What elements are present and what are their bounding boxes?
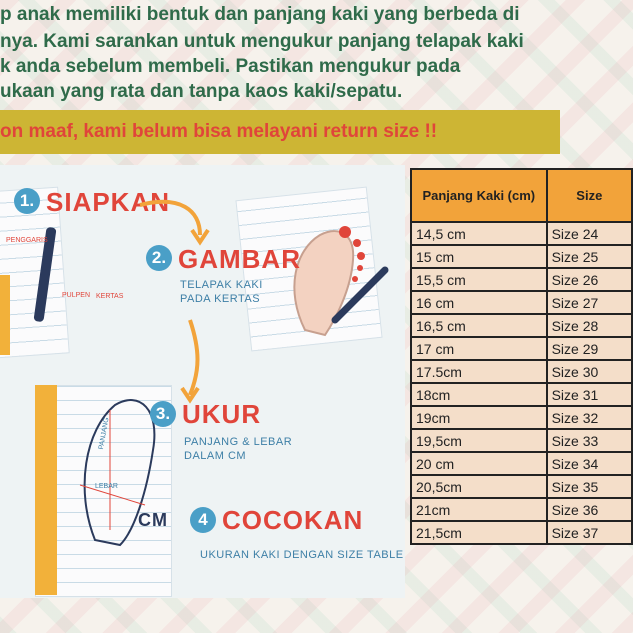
step-2-sub-2: PADA KERTAS — [180, 293, 261, 305]
step-3-sub-2: DALAM CM — [184, 450, 247, 462]
step-3-title: UKUR — [182, 399, 262, 429]
return-notice-banner — [0, 110, 560, 154]
size-cell: Size 37 — [547, 521, 632, 544]
table-header-row — [411, 169, 632, 222]
step-2-number: 2. — [146, 245, 172, 271]
size-cell: Size 28 — [547, 314, 632, 337]
table-row — [411, 383, 632, 406]
step-2-title: GAMBAR — [178, 244, 301, 274]
table-row — [411, 337, 632, 360]
bottom-pattern — [0, 598, 633, 633]
table-row — [411, 268, 632, 291]
step-4-sub-1: UKURAN KAKI DENGAN SIZE TABLE — [200, 549, 404, 561]
size-cell: Size 31 — [547, 383, 632, 406]
foot-length-cell: 18cm — [411, 383, 547, 406]
size-cell: Size 25 — [547, 245, 632, 268]
label-lebar: LEBAR — [95, 483, 118, 490]
table-row — [411, 521, 632, 544]
size-cell: Size 32 — [547, 406, 632, 429]
label-kertas: KERTAS — [96, 293, 124, 300]
label-panjang: PANJANG — [98, 416, 111, 451]
table-row — [411, 245, 632, 268]
intro-line-1: p anak memiliki bentuk dan panjang kaki yang berbeda di — [0, 4, 520, 25]
arrow-icon — [130, 190, 230, 550]
size-cell: Size 27 — [547, 291, 632, 314]
table-row — [411, 452, 632, 475]
step-1-number: 1. — [14, 188, 40, 214]
table-header-size: Size — [547, 169, 632, 222]
table-row — [411, 429, 632, 452]
table-row — [411, 222, 632, 245]
foot-length-cell: 15 cm — [411, 245, 547, 268]
step-1-title: SIAPKAN — [46, 187, 171, 217]
intro-line-4: ukaan yang rata dan tanpa kaos kaki/sepatu. — [0, 81, 403, 102]
intro-line-2: nya. Kami sarankan untuk mengukur panjang telapak kaki — [0, 31, 524, 52]
table-row — [411, 406, 632, 429]
foot-length-cell: 17.5cm — [411, 360, 547, 383]
foot-drawing-icon — [265, 210, 395, 340]
step-3-sub-1: PANJANG & LEBAR — [184, 436, 293, 448]
size-cell: Size 29 — [547, 337, 632, 360]
step-4-number: 4 — [190, 507, 216, 533]
intro-line-3: k anda sebelum membeli. Pastikan mengukur pada — [0, 56, 461, 77]
size-cell: Size 26 — [547, 268, 632, 291]
size-cell: Size 34 — [547, 452, 632, 475]
foot-length-cell: 17 cm — [411, 337, 547, 360]
size-cell: Size 35 — [547, 475, 632, 498]
table-row — [411, 498, 632, 521]
ruler-illustration — [0, 275, 10, 355]
return-notice-text: on maaf, kami belum bisa melayani return size !! — [0, 121, 438, 142]
foot-length-cell: 15,5 cm — [411, 268, 547, 291]
table-header-length: Panjang Kaki (cm) — [411, 169, 547, 222]
size-cell: Size 24 — [547, 222, 632, 245]
measuring-guide — [0, 165, 405, 598]
size-table — [410, 168, 633, 545]
table-row — [411, 475, 632, 498]
ruler-illustration — [35, 385, 57, 595]
size-cell: Size 30 — [547, 360, 632, 383]
foot-length-cell: 21,5cm — [411, 521, 547, 544]
step-3-number: 3. — [150, 401, 176, 427]
table-row — [411, 291, 632, 314]
foot-length-cell: 19,5cm — [411, 429, 547, 452]
foot-length-cell: 14,5 cm — [411, 222, 547, 245]
foot-length-cell: 21cm — [411, 498, 547, 521]
step-2-sub-1: TELAPAK KAKI — [180, 279, 263, 291]
foot-length-cell: 20,5cm — [411, 475, 547, 498]
label-pulpen: PULPEN — [62, 292, 91, 299]
step-4-title: COCOKAN — [222, 505, 364, 535]
foot-length-cell: 20 cm — [411, 452, 547, 475]
table-row — [411, 360, 632, 383]
label-penggaris: PENGGARIS — [6, 237, 48, 244]
foot-length-cell: 16,5 cm — [411, 314, 547, 337]
foot-length-cell: 19cm — [411, 406, 547, 429]
label-cm: CM — [138, 510, 168, 530]
size-cell: Size 36 — [547, 498, 632, 521]
table-row — [411, 314, 632, 337]
size-cell: Size 33 — [547, 429, 632, 452]
foot-length-cell: 16 cm — [411, 291, 547, 314]
